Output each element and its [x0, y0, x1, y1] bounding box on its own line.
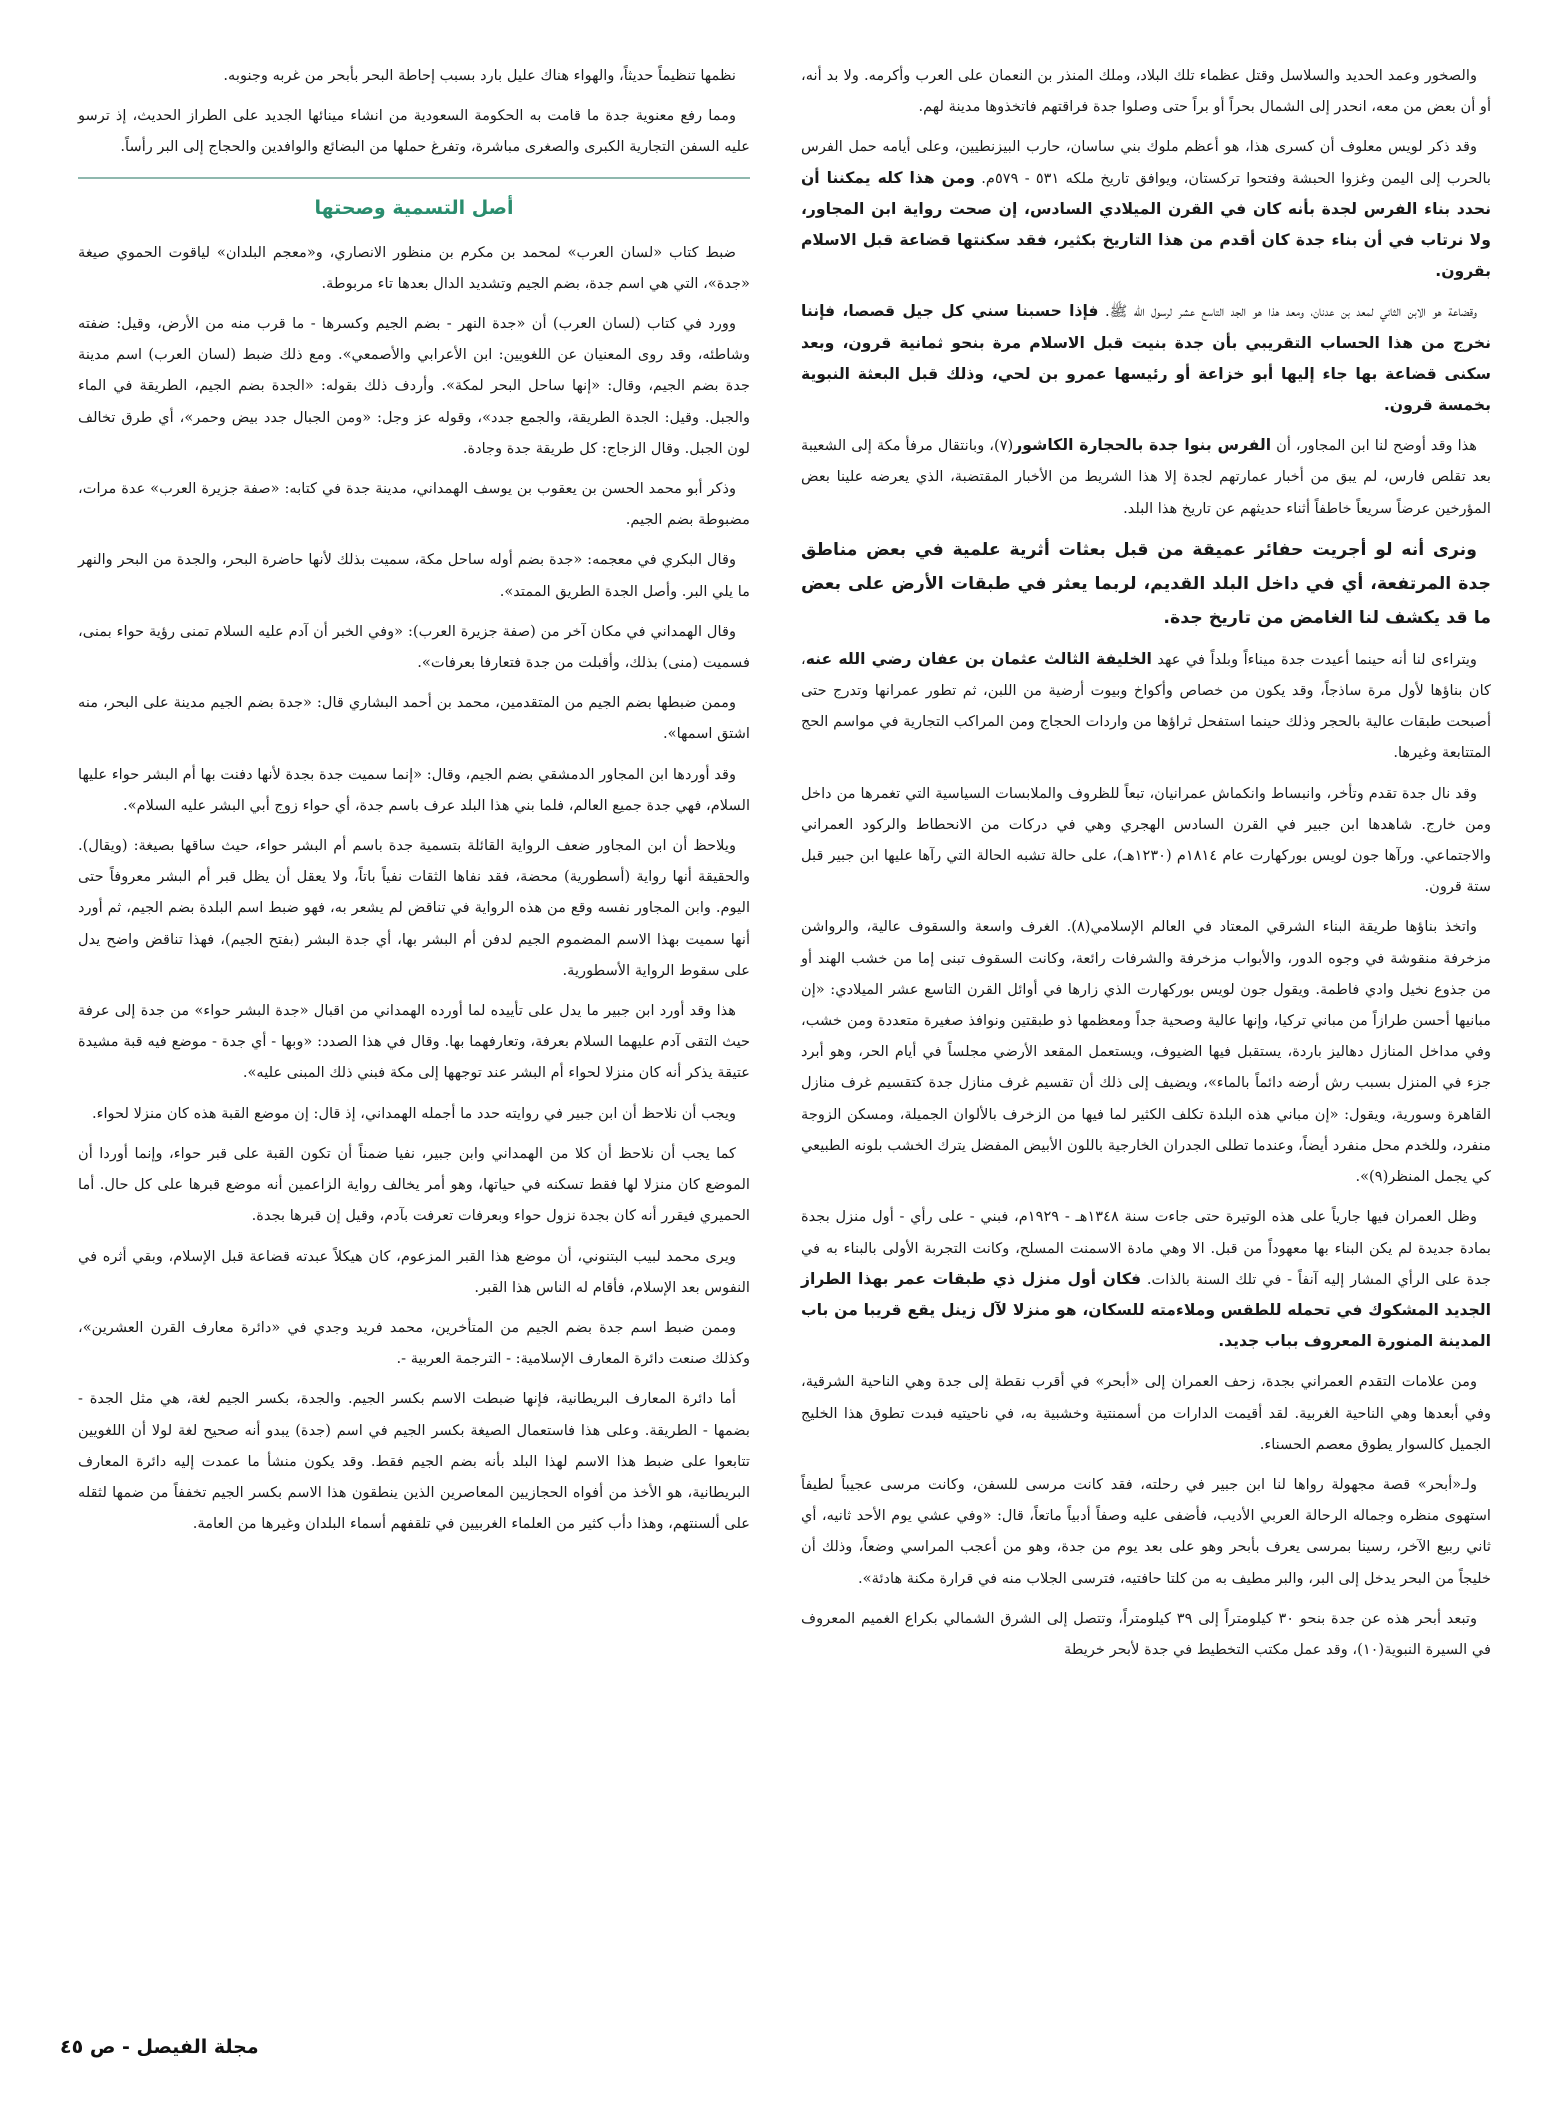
- paragraph: [801, 296, 1491, 421]
- paragraph: وذكر أبو محمد الحسن بن يعقوب بن يوسف الهمداني، مدينة جدة في كتابه: «صفة جزيرة العرب» عدة مرات، مضبوطة بضم الجيم.: [78, 480, 750, 529]
- page-footer: مجلة الفيصل - ص ٤٥: [60, 2036, 259, 2058]
- paragraph: وممن ضبطها بضم الجيم من المتقدمين، محمد بن أحمد البشاري قال: «جدة بضم الجيم مدينة على البحر، منه اشتق اسمها».: [78, 694, 750, 743]
- paragraph: واتخذ بناؤها طريقة البناء الشرقي المعتاد في العالم الإسلامي(٨). الغرف واسعة والسقوف عالية، والرواشن مزخرفة منقوشة في وجوه الدور، والأبواب مزخرفة والشرفات رائعة، وكانت السقوف تبنى إما من خشب الهند أو من جذوع نخيل وادي فاطمة. ويقول جون لويس بوركهارت الذي زارها في أوائل القرن التاسع عشر الميلادي: «إن مبانيها أحسن طرازاً من مباني تركيا، وإنها عالية وصحية جداً ومعظمها ذو طبقتين ونوافذ صغيرة متعددة ومن خشب، وفي مداخل المنازل دهاليز باردة، يستقبل فيها الضيوف، ويستعمل المقعد الأرضي مجلساً في أيام الحر، وهو أبرد جزء في المنزل بسبب رش أرضه دائماً بالماء»، ويضيف إلى ذلك أن تقسيم غرف منازل جدة كتقسيم غرف منازل القاهرة وسورية، ويقول: «إن مباني هذه البلدة تكلف الكثير لما فيها من الزخرف بالألوان الجميلة، ومسكن الزوجة منفرد، وللخدم محل منفرد أيضاً، وعندما تطلى الجدران الخارجية باللون الأبيض المفضل يترك الخشب بلونه الطبيعي كي يجمل المنظر(٩)».: [801, 918, 1491, 1186]
- paragraph: ومن علامات التقدم العمراني بجدة، زحف العمران إلى «أبحر» في أقرب نقطة إلى جدة وهي الناحية الشرقية، وفي أبعدها وهي الناحية الغربية. لقد أقيمت الدارات من أسمنتية وخشبية به، في ناحيتيه فبدت تطوق هذا الخليج الجميل كالسوار يطوق معصم الحسناء.: [801, 1373, 1491, 1453]
- paragraph: [801, 533, 1491, 635]
- paragraph-text: وظل العمران فيها جارياً على هذه الوتيرة حتى جاءت سنة ١٣٤٨هـ - ١٩٢٩م، فبني - على رأي - أول منزل بجدة بمادة جديدة لم يكن البناء بها معهوداً من قبل. الا وهي مادة الاسمنت المسلح، وكانت التجربة الأولى بالبناء به في جدة على الرأي المشار إليه آنفاً - في تلك السنة بالذات.: [801, 1208, 1491, 1288]
- paragraph: ويلاحظ أن ابن المجاور ضعف الرواية القائلة بتسمية جدة باسم أم البشر حواء، حيث ساقها بصيغة: (ويقال). والحقيقة أنها رواية (أسطورية) محضة، فقد نفاها الثقات نفياً باتاً، ولا يعقل أن يظل قبر أم البشر معروفاً حتى اليوم. وابن المجاور نفسه وقع من هذه الرواية في تناقض لم يشعر به، فهو ضبط اسم البلدة بضم الجيم، ثم أورد أنها سميت بهذا الاسم المضموم الجيم لدفن أم البشر بها، أي جدة البشر (بفتح الجيم)، فهذا تناقض واضح يدل على سقوط الرواية الأسطورية.: [78, 837, 750, 979]
- paragraph: ومما رفع معنوية جدة ما قامت به الحكومة السعودية من انشاء مينائها الجديد على الطراز الحديث، إذ ترسو عليه السفن التجارية الكبرى والصغرى مباشرة، وتفرغ حملها من البضائع والوافدين والحجاج إلى البر رأساً.: [78, 107, 750, 156]
- paragraph-text: وقد ذكر لويس معلوف أن كسرى هذا، هو أعظم ملوك بني ساسان، حارب البيزنطيين، وعلى أيامه حمل الفرس بالحرب إلى اليمن وغزوا الحبشة وفتحوا تركستان، ويوافق تاريخ ملكه ٥٣١ - ٥٧٩م.: [801, 138, 1491, 187]
- paragraph: [801, 644, 1491, 769]
- paragraph: ويرى محمد لبيب البتنوني، أن موضع هذا القبر المزعوم، كان هيكلاً عبدته قضاعة قبل الإسلام، وبقي أثره في النفوس بعد الإسلام، فأقام له الناس هذا القبر.: [78, 1247, 750, 1296]
- paragraph: أما دائرة المعارف البريطانية، فإنها ضبطت الاسم بكسر الجيم. والجدة، بكسر الجيم لغة، هي مثل الجدة - بضمها - الطريقة. وعلى هذا فاستعمال الصيغة بكسر الجيم في اسم (جدة) يبدو أنه صحيح لغة لولا أن اللغويين تتابعوا على ضبط هذا الاسم لهذا البلد بأنه بضم الجيم فقط. وقد يكون منشأ ما عمدت إليه دائرة المعارف البريطانية، هو الأخذ من أفواه الحجازيين المعاصرين الذين ينطقون هذا الاسم بكسر الجيم تخففاً من ضمها لثقله على ألسنتهم، وهذا دأب كثير من العلماء الغربيين في تلقفهم أسماء البلدان وغيرها من العامة.: [78, 1390, 750, 1533]
- paragraph: وممن ضبط اسم جدة بضم الجيم من المتأخرين، محمد فريد وجدي في «دائرة معارف القرن العشرين»، وكذلك صنعت دائرة المعارف الإسلامية: - الترجمة العربية -.: [78, 1318, 750, 1368]
- paragraph: والصخور وعمد الحديد والسلاسل وقتل عظماء تلك البلاد، وملك المنذر بن النعمان على العرب وأكرمه. ولا بد أنه، أو أن بعض من معه، انحدر إلى الشمال بحراً أو براً حتى وصلوا جدة فراقتهم فاتخذوها مدينة لهم.: [801, 67, 1491, 116]
- paragraph-text: هذا وقد أوضح لنا ابن المجاور، أن: [1276, 437, 1477, 455]
- emphasis-text: ومن هذا كله يمكننا أن نحدد بناء الفرس لجدة بأنه كان في القرن الميلادي السادس، إن صحت رواية ابن المجاور، ولا نرتاب في أن بناء جدة كان أقدم من هذا التاريخ بكثير، فقد سكنتها قضاعة قبل الاسلام بقرون.: [801, 168, 1491, 281]
- paragraph: [801, 430, 1491, 524]
- section-divider: [78, 177, 750, 179]
- paragraph: كما يجب أن نلاحظ أن كلا من الهمداني وابن جبير، نفيا ضمناً أن تكون القبة على قبر حواء، وإنما أوردا أن الموضع كان منزلا لها فقط تسكنه في حياتها، وهو أمر يخالف رواية الزاعمين أنه موضع قبرها على كل حال. أما الحميري فيقرر أنه كان بجدة نزول حواء وبعرفات تعرفت بآدم، وقيل إن قبرها بجدة.: [78, 1144, 750, 1225]
- emphasis-text: فكان أول منزل ذي طبقات عمر بهذا الطراز الجديد المشكوك في تحمله للطقس وملاءمته للسكان، هو منزلا لآل زينل يقع قريبا من باب المدينة المنورة المعروف بباب جديد.: [801, 1269, 1491, 1351]
- paragraph-text: ، كان بناؤها لأول مرة ساذجاً، وقد يكون من خصاص وأكواخ وبيوت أرضية من اللبن، ثم تطور عمرانها وتدرج حتى أصبحت طبقات عالية بالحجر وذلك حينما استفحل ثراؤها من واردات الحجاج ومن المراكب التجارية في مواسم الحج المتتابعة وغيرها.: [801, 650, 1491, 762]
- paragraph-text: ويتراءى لنا أنه حينما أعيدت جدة ميناءاً وبلداً في عهد: [1157, 650, 1477, 668]
- paragraph: وقد نال جدة تقدم وتأخر، وانبساط وانكماش عمرانيان، تبعاً للظروف والملابسات السياسية التي تغمرها من داخل ومن خارج. شاهدها ابن جبير في القرن السادس الهجري وهي في دركات من الانحطاط والركود العمراني والاجتماعي. ورآها جون لويس بوركهارت عام ١٨١٤م (١٢٣٠هـ)، على حالة تشبه الحالة التي رآها عليها ابن جبير قبل ستة قرون.: [801, 784, 1491, 896]
- paragraph: وقد أوردها ابن المجاور الدمشقي بضم الجيم، وقال: «إنما سميت جدة بجدة لأنها دفنت بها أم البشر حواء عليها السلام، فهي جدة جميع العالم، فلما بني هذا البلد عرف باسم جدة، أي حواء زوج أبي البشر عليه السلام».: [78, 765, 750, 814]
- paragraph: وورد في كتاب (لسان العرب) أن «جدة النهر - بضم الجيم وكسرها - ما قرب منه من الأرض، وقيل: ضفته وشاطئه، وقد روى المعنيان عن اللغويين: ابن الأعرابي والأصمعي». ومع ذلك ضبط (لسان العرب) اسم مدينة جدة بضم الجيم، وقال: «إنها ساحل البحر لمكة». وأردف ذلك بقوله: «الجدة بضم الجيم، الطريقة في الماء والجبل. وقيل: الجدة الطريقة، والجمع جدد»، وقوله عز وجل: «ومن الجبال جدد بيض وحمر»، أي طرق تخالف لون الجبل. وقال الزجاج: كل طريقة جدة وجادة.: [78, 315, 750, 457]
- paragraph: وقال الهمداني في مكان آخر من (صفة جزيرة العرب): «وفي الخبر أن آدم عليه السلام تمنى رؤية حواء بمنى، فسميت (منى) بذلك، وأقبلت من جدة فتعارفا بعرفات».: [78, 622, 750, 672]
- emphasis-text: ونرى أنه لو أجريت حفائر عميقة من قبل بعثات أثرية علمية في بعض مناطق جدة المرتفعة، أي في داخل البلد القديم، لربما يعثر في طبقات الأرض على بعض ما قد يكشف لنا الغامض من تاريخ جدة.: [801, 539, 1491, 628]
- emphasis-text: الخليفة الثالث عثمان بن عفان رضي الله عنه: [805, 649, 1152, 668]
- paragraph: وتبعد أبحر هذه عن جدة بنحو ٣٠ كيلومتراً إلى ٣٩ كيلومتراً، وتتصل إلى الشرق الشمالي بكراع الغميم المعروف في السيرة النبوية(١٠)، وقد عمل مكتب التخطيط في جدة لأبحر خريطة: [801, 1609, 1491, 1658]
- paragraph-text: وقضاعة هو الابن الثاني لمعد بن عدنان، ومعد هذا هو الجد التاسع عشر لرسول الله ﷺ.: [1105, 303, 1478, 321]
- paragraph: وقال البكري في معجمه: «جدة بضم أوله ساحل مكة، سميت بذلك لأنها حاضرة البحر، والجدة من البحر والنهر ما يلي البر. وأصل الجدة الطريق الممتد».: [78, 551, 750, 600]
- paragraph: هذا وقد أورد ابن جبير ما يدل على تأييده لما أورده الهمداني من اقبال «جدة البشر حواء» من جدة إلى عرفة حيث التقى آدم عليهما السلام بعرفة، وتعارفهما بها. وقال في هذا الصدد: «وبها - أي جدة - موضع فيه قبة مشيدة عتيقة يذكر أنه كان منزلا لحواء أم البشر عند توجهها إلى مكة فبني ذلك المبنى عليه».: [78, 1002, 750, 1082]
- paragraph: ولـ«أبحر» قصة مجهولة رواها لنا ابن جبير في رحلته، فقد كانت مرسى للسفن، وكانت مرسى عجيباً لطيفاً استهوى منظره وجماله الرحالة العربي الأديب، فأضفى عليه وصفاً أدبياً ماتعاً، قال: «وفي عشي يوم الأحد ثانيه، أي ثاني ربيع الآخر، رسينا بمرسى يعرف بأبحر وهو على بعد يوم من جدة، وهو من أعجب المراسي وضعاً، وذلك أن خليجاً من البحر يدخل إلى البر، والبر مطيف به من كلتا حافتيه، فترسى الجلاب منه في قرارة مكنة هادئة».: [801, 1475, 1491, 1587]
- section-title: أصل التسمية وصحتها: [314, 196, 514, 219]
- right-column: [801, 60, 1491, 1674]
- emphasis-text: الفرس بنوا جدة بالحجارة الكاشور: [1013, 436, 1272, 455]
- paragraph-text: (٧)، وبانتقال مرفأ مكة إلى الشعيبة بعد تقلص فارس، لم يبق من أخبار عمارتهم لجدة إلا هذا الشريط من الأخبار المقتضبة، الذي يعرضه علينا بعض المؤرخين عرضاً سريعاً خاطفاً أثناء حديثهم عن تاريخ هذا البلد.: [801, 437, 1491, 517]
- paragraph: [801, 131, 1491, 287]
- emphasis-text: فإذا حسبنا سني كل جيل قصصا، فإننا نخرج من هذا الحساب التقريبي بأن جدة بنيت قبل الاسلام مرة بنحو ثمانية قرون، وبعد سكنى قضاعة بها جاء إليها أبو خزاعة أو رئيسها عمرو بن لحي، وذلك قبل البعثة النبوية بخمسة قرون.: [801, 302, 1491, 415]
- left-column: [78, 60, 750, 1548]
- paragraph: [801, 1201, 1491, 1357]
- paragraph: نظمها تنظيماً حديثاً، والهواء هناك عليل بارد بسبب إحاطة البحر بأبحر من غربه وجنوبه.: [223, 67, 736, 84]
- paragraph: ضبط كتاب «لسان العرب» لمحمد بن مكرم بن منظور الانصاري، و«معجم البلدان» لياقوت الحموي صيغة «جدة»، التي هي اسم جدة، بضم الجيم وتشديد الدال بعدها تاء مربوطة.: [78, 243, 750, 292]
- paragraph: ويجب أن نلاحظ أن ابن جبير في روايته حدد ما أجمله الهمداني، إذ قال: إن موضع القبة هذه كان منزلا لحواء.: [91, 1104, 736, 1122]
